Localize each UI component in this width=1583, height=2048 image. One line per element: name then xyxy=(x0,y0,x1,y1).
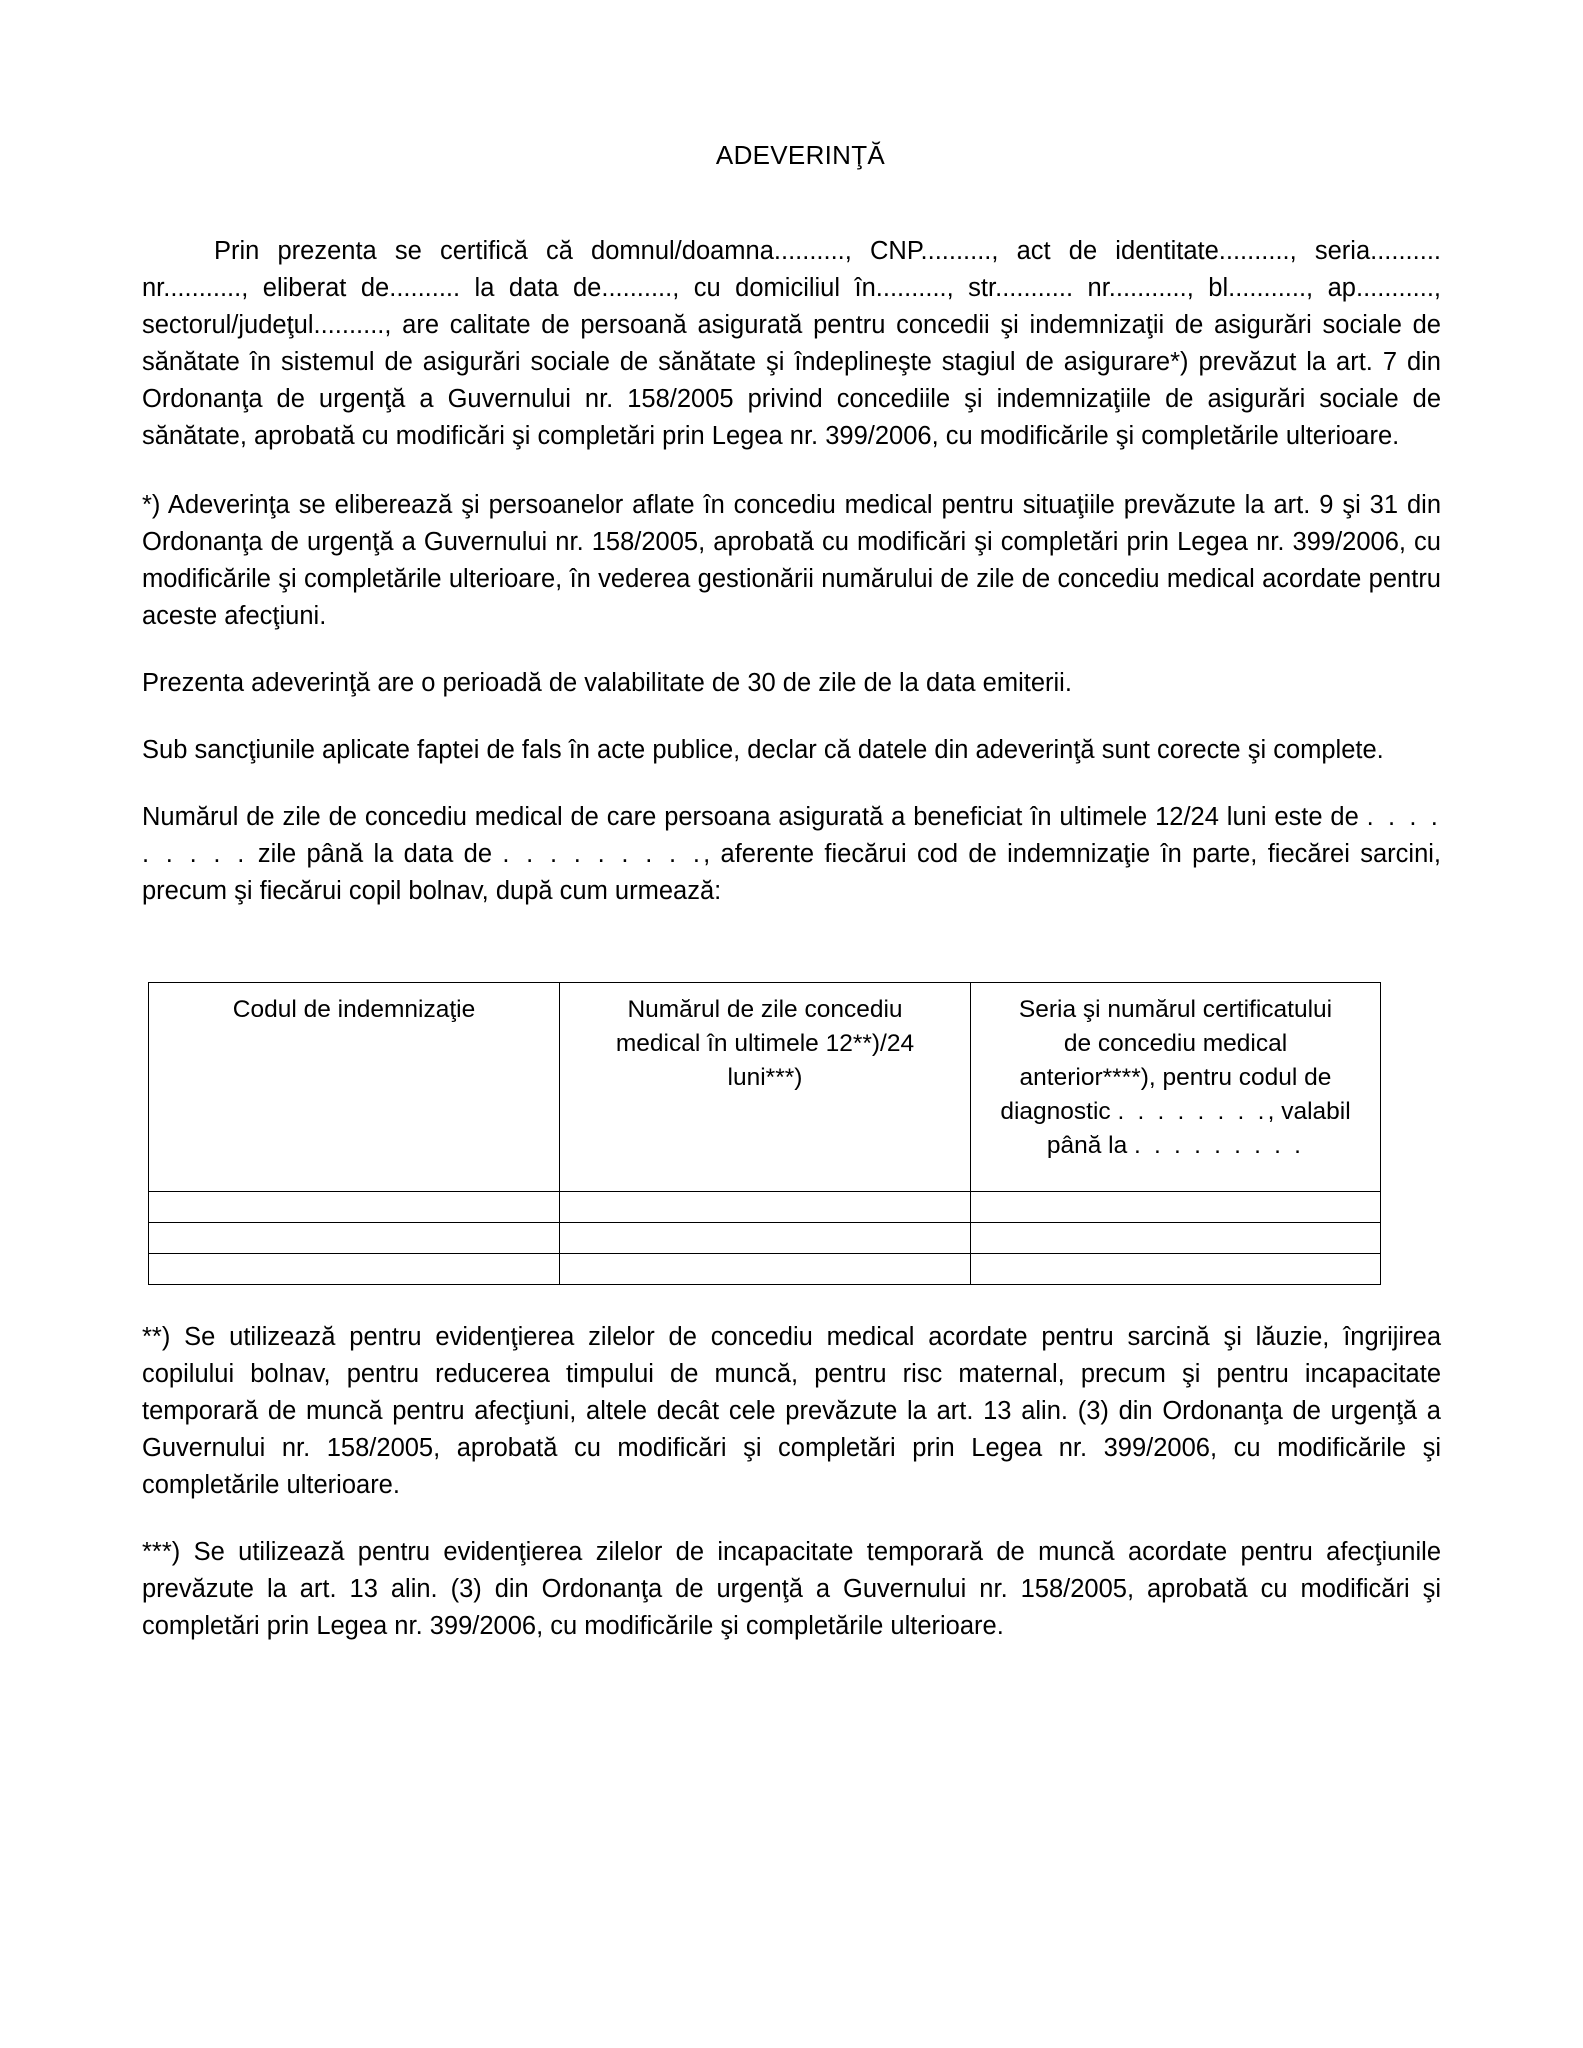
table-header-cell-code xyxy=(149,983,560,1192)
table-header xyxy=(149,983,1381,1192)
table-header-cell-days xyxy=(560,983,971,1192)
days-count-blank-1: . . . . . . . . . xyxy=(142,803,1441,869)
table-header-series-diagnostic-blank: . . . . . . . . xyxy=(1117,1098,1268,1126)
table-header-series-line2: de concediu medical xyxy=(1063,1030,1288,1058)
paragraph-intro: Prin prezenta se certifică că domnul/doamna.........., CNP.........., act de identitate.........., seria.......... nr..........., eliberat de.......... la data de.........., cu domiciliul în.........., str........... nr..........., bl..........., ap..........., sectorul/judeţul.........., are calitate de persoană asigurată pentru concedii şi indemnizaţii de asigurări sociale de sănătate în sistemul de asigurări sociale de sănătate şi îndeplineşte stagiul de asigurare*) prevăzut la art. 7 din Ordonanţa de urgenţă a Guvernului nr. 158/2005 privind concediile şi indemnizaţiile de asigurări sociale de sănătate, aprobată cu modificări şi completări prin Legea nr. 399/2006, cu modificările şi completările ulterioare. xyxy=(142,237,1441,451)
indemnization-table xyxy=(148,982,1381,1285)
days-count-blank-2: . . . . . . . . . xyxy=(502,840,704,869)
paragraph-footnote-one-star: *) Adeverinţa se eliberează şi persoanelor aflate în concediu medical pentru situaţiile prevăzute la art. 9 şi 31 din Ordonanţa de urgenţă a Guvernului nr. 158/2005, aprobată cu modificări şi completări prin Legea nr. 399/2006, cu modificările şi completările ulterioare, în vederea gestionării numărului de zile de concediu medical acordate pentru aceste afecţiuni. xyxy=(142,491,1441,631)
table-cell-days[interactable] xyxy=(560,1254,971,1285)
table-cell-days[interactable] xyxy=(560,1192,971,1223)
days-count-text-2: zile până la data de xyxy=(247,840,503,869)
table-cell-code[interactable] xyxy=(149,1192,560,1223)
table-header-series-line4-suffix: , valabil xyxy=(1267,1098,1351,1126)
table-header-series-validity-blank: . . . . . . . . . xyxy=(1134,1132,1305,1160)
days-count-text-3: , aferente fiecărui cod de indemnizaţie în parte, fiecărei sarcini, precum şi fiecărui copil bolnav, după cum urmează: xyxy=(142,840,1441,906)
table-cell-days[interactable] xyxy=(560,1223,971,1254)
table-cell-series[interactable] xyxy=(971,1192,1381,1223)
table-header-series-line5-text: până la xyxy=(1046,1132,1135,1160)
table-header-code-label: Codul de indemnizaţie xyxy=(232,996,476,1024)
spacer xyxy=(142,934,1441,982)
table-header-days-line1: Numărul de zile concediu xyxy=(627,996,903,1024)
table-cell-series[interactable] xyxy=(971,1223,1381,1254)
paragraph-footnote-three-stars: ***) Se utilizează pentru evidenţierea zilelor de incapacitate temporară de muncă acordate pentru afecţiunile prevăzute la art. 13 alin. (3) din Ordonanţa de urgenţă a Guvernului nr. 158/2005, aprobată cu modificări şi completări prin Legea nr. 399/2006, cu modificările şi completările ulterioare. xyxy=(142,1538,1441,1641)
table-header-series-line4-text: diagnostic xyxy=(1000,1098,1118,1126)
table-cell-code[interactable] xyxy=(149,1223,560,1254)
spacer xyxy=(142,1285,1441,1319)
paragraph-footnote-two-stars: **) Se utilizează pentru evidenţierea zilelor de concediu medical acordate pentru sarcină şi lăuzie, îngrijirea copilului bolnav, pentru reducerea timpului de muncă, pentru risc maternal, precum şi pentru incapacitate temporară de muncă pentru afecţiuni, altele decât cele prevăzute la art. 13 alin. (3) din Ordonanţa de urgenţă a Guvernului nr. 158/2005, aprobată cu modificări şi completări prin Legea nr. 399/2006, cu modificările şi completările ulterioare. xyxy=(142,1323,1441,1500)
table-body xyxy=(149,1192,1381,1285)
paragraph-days-count xyxy=(142,799,1441,910)
table-header-days-line2: medical în ultimele 12**)/24 xyxy=(615,1030,915,1058)
paragraph-declaration: Sub sancţiunile aplicate faptei de fals în acte publice, declar că datele din adeverinţă sunt corecte şi complete. xyxy=(142,736,1384,765)
days-count-text-1: Numărul de zile de concediu medical de care persoana asigurată a beneficiat în ultimele 12/24 luni este de xyxy=(142,803,1367,832)
table-header-cell-series xyxy=(971,983,1381,1192)
table-row[interactable] xyxy=(149,1254,1381,1285)
table-header-row xyxy=(149,983,1381,1192)
table-cell-code[interactable] xyxy=(149,1254,560,1285)
table-row[interactable] xyxy=(149,1223,1381,1254)
table-header-series-line3: anterior****), pentru codul de xyxy=(1019,1064,1332,1092)
table-row[interactable] xyxy=(149,1192,1381,1223)
table-header-days-line3: luni***) xyxy=(727,1064,803,1092)
table-header-series-line1: Seria şi numărul certificatului xyxy=(1018,996,1333,1024)
paragraph-validity: Prezenta adeverinţă are o perioadă de valabilitate de 30 de zile de la data emiterii. xyxy=(142,669,1072,698)
table-cell-series[interactable] xyxy=(971,1254,1381,1285)
page-title: ADEVERINŢĂ xyxy=(715,140,886,170)
